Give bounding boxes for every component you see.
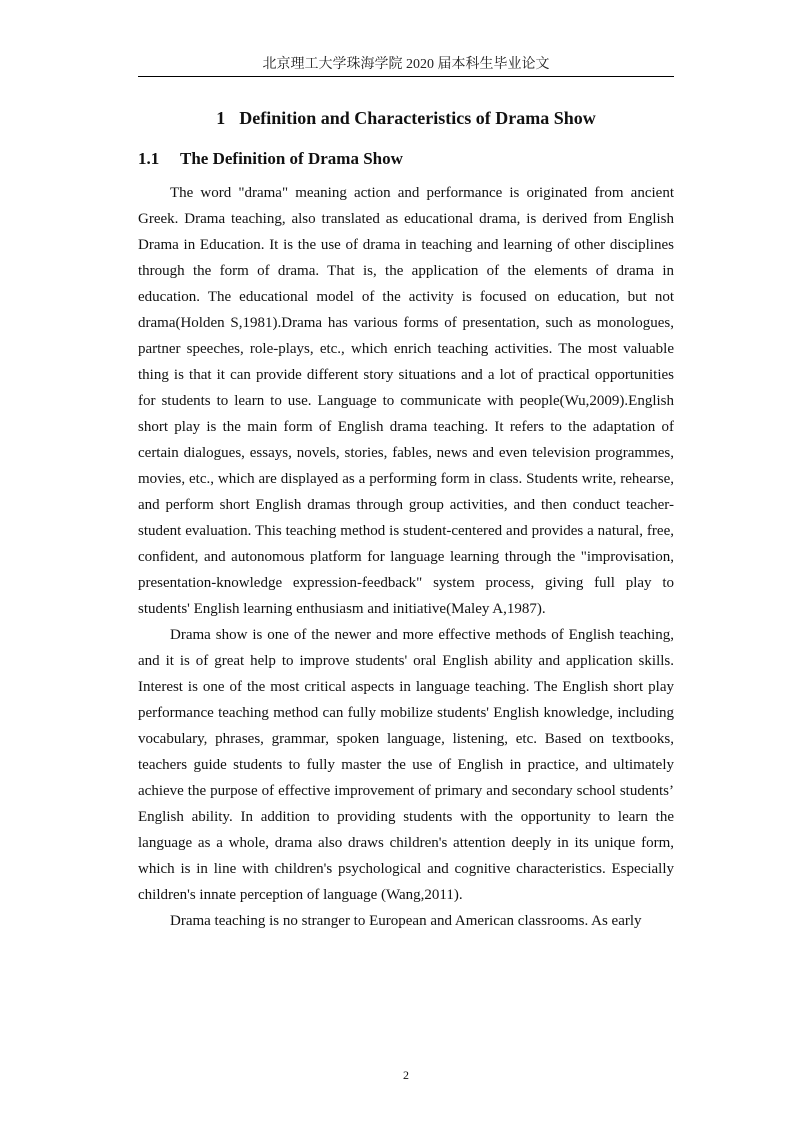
page-number: 2 bbox=[403, 1068, 409, 1082]
section-number: 1.1 bbox=[138, 149, 160, 168]
paragraph-definition: The word "drama" meaning action and performance is originated from ancient Greek. Drama teaching, also translated as educational drama, is derived from English Drama in Education. It is the use of drama in teaching and learning of other disciplines through the form of drama. That is, the application of the elements of drama in education. The educational model of the activity is focused on education, but not drama(Holden S,1981).Drama has various forms of presentation, such as monologues, partner speeches, role-plays, etc., which enrich teaching activities. The most valuable thing is that it can provide different story situations and a lot of practical opportunities for students to learn to use. Language to communicate with people(Wu,2009).English short play is the main form of English drama teaching. It refers to the adaptation of certain dialogues, essays, novels, stories, fables, news and even television programmes, movies, etc., which are displayed as a performing form in class. Students write, rehearse, and perform short English dramas through group activities, and then conduct teacher-student evaluation. This teaching method is student-centered and provides a natural, free, confident, and autonomous platform for language learning through the "improvisation, presentation-knowledge expression-feedback" system process, giving full play to students' English learning enthusiasm and initiative(Maley A,1987). bbox=[138, 185, 674, 617]
chapter-number: 1 bbox=[216, 108, 226, 128]
chapter-title-text: Definition and Characteristics of Drama Show bbox=[239, 108, 596, 128]
paragraph-drama-teaching-europe: Drama teaching is no stranger to European and American classrooms. As early bbox=[170, 913, 642, 929]
header-rule bbox=[138, 76, 674, 77]
chapter-title bbox=[138, 106, 674, 130]
section-title-text: The Definition of Drama Show bbox=[180, 149, 403, 168]
section-title bbox=[138, 148, 674, 170]
body-text bbox=[138, 180, 674, 934]
paragraph-drama-show-method: Drama show is one of the newer and more effective methods of English teaching, and it is of great help to improve students' oral English ability and application skills. Interest is one of the most critical aspects in language teaching. The English short play performance teaching method can fully mobilize students' English knowledge, including vocabulary, phrases, grammar, spoken language, listening, etc. Based on textbooks, teachers guide students to fully master the use of English in practice, and ultimately achieve the purpose of effective improvement of primary and secondary school students’ English ability. In addition to providing students with the opportunity to learn the language as a whole, drama also draws children's attention deeply in its unique form, which is in line with children's psychological and cognitive characteristics. Especially children's innate perception of language (Wang,2011). bbox=[138, 627, 674, 903]
running-header: 北京理工大学珠海学院 2020 届本科生毕业论文 bbox=[262, 57, 550, 72]
